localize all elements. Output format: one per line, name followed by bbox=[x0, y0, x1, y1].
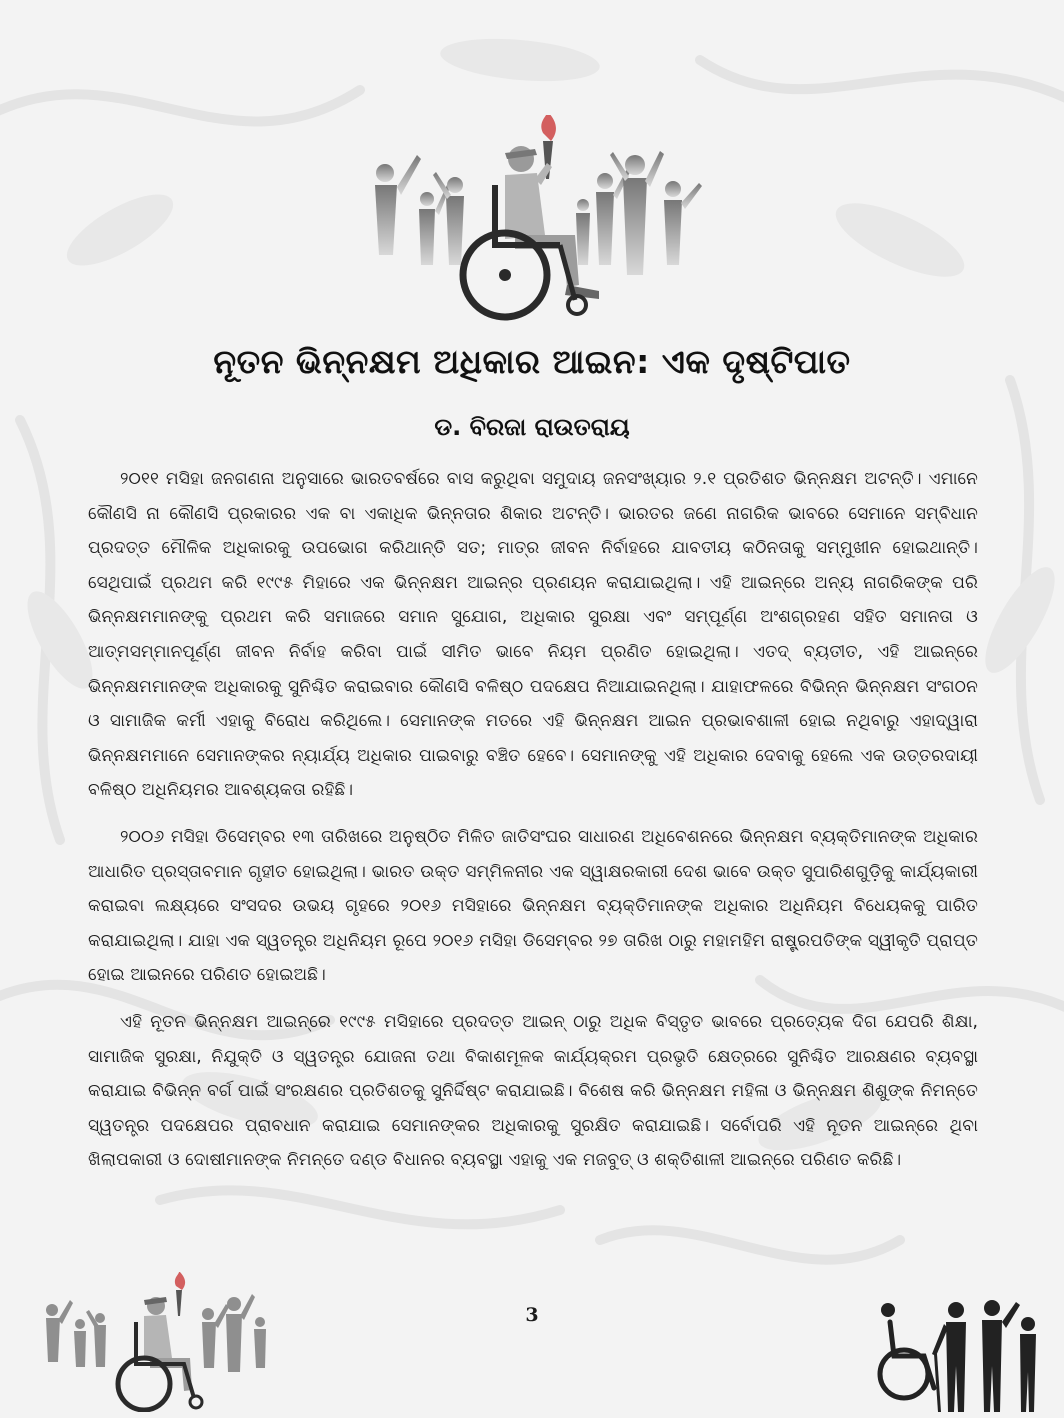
article-paragraph: ୨୦୧୧ ମସିହା ଜନଗଣନା ଅନୁସାରେ ଭାରତବର୍ଷରେ ବାସ କରୁଥିବା ସମୁଦାୟ ଜନସଂଖ୍ୟାର ୨.୧ ପ୍ରତିଶତ ଭିନ୍ନକ୍ଷମ ଅଟନ୍ତି। ଏମାନେ କୌଣସି ନା କୌଣସି ପ୍ରକାରର ଏକ ବା ଏକାଧିକ ଭିନ୍ନତାର ଶିକାର ଅଟନ୍ତି। ଭାରତର ଜଣେ ନାଗରିକ ଭାବରେ ସେମାନେ ସମ୍ବିଧାନ ପ୍ରଦତ୍ତ ମୌଳିକ ଅଧିକାରକୁ ଉପଭୋଗ କରିଥାନ୍ତି ସତ; ମାତ୍ର ଜୀବନ ନିର୍ବାହରେ ଯାବତୀୟ କଠିନତାକୁ ସମ୍ମୁଖୀନ ହୋଇଥାନ୍ତି। ସେଥିପାଇଁ ପ୍ରଥମ କରି ୧୯୯୫ ମିହାରେ ଏକ ଭିନ୍ନକ୍ଷମ ଆଇନ୍‌ର ପ୍ରଣୟନ କରାଯାଇଥିଲା। ଏହି ଆଇନ୍‌ରେ ଅନ୍ୟ ନାଗରିକଙ୍କ ପରି ଭିନ୍ନକ୍ଷମମାନଙ୍କୁ ପ୍ରଥମ କରି ସମାଜରେ ସମାନ ସୁଯୋଗ, ଅଧିକାର ସୁରକ୍ଷା ଏବଂ ସମ୍ପୂର୍ଣ୍ଣ ଅଂଶଗ୍ରହଣ ସହିତ ସମାନତା ଓ ଆତ୍ମସମ୍ମାନପୂର୍ଣ୍ଣ ଜୀବନ ନିର୍ବାହ କରିବା ପାଇଁ ସୀମିତ ଭାବେ ନିୟମ ପ୍ରଣିତ ହୋଇଥିଲା। ଏତଦ୍ ବ୍ୟତୀତ, ଏହି ଆଇନ୍‌ରେ ଭିନ୍ନକ୍ଷମମାନଙ୍କ ଅଧିକାରକୁ ସୁନିଶ୍ଚିତ କରାଇବାର କୌଣସି ବଳିଷ୍ଠ ପଦକ୍ଷେପ ନିଆଯାଇନଥିଲା। ଯାହାଫଳରେ ବିଭିନ୍ନ ଭିନ୍ନକ୍ଷମ ସଂଗଠନ ଓ ସାମାଜିକ କର୍ମୀ ଏହାକୁ ବିରୋଧ କରିଥିଲେ। ସେମାନଙ୍କ ମତରେ ଏହି ଭିନ୍ନକ୍ଷମ ଆଇନ ପ୍ରଭାବଶାଳୀ ହୋଇ ନଥିବାରୁ ଏହାଦ୍ୱାରା ଭିନ୍ନକ୍ଷମମାନେ ସେମାନଙ୍କର ନ୍ୟାର୍ଯ୍ୟ ଅଧିକାର ପାଇବାରୁ ବଞ୍ଚିତ ହେବେ। ସେମାନଙ୍କୁ ଏହି ଅଧିକାର ଦେବାକୁ ହେଲେ ଏକ ଉତ୍ତରଦାୟୀ ବଳିଷ୍ଠ ଅଧିନିୟମର ଆବଶ୍ୟକତା ରହିଛି। bbox=[88, 469, 978, 801]
article-paragraph: ୨୦୦୬ ମସିହା ଡିସେମ୍ବର ୧୩ ତାରିଖରେ ଅନୁଷ୍ଠିତ ମିଳିତ ଜାତିସଂଘର ସାଧାରଣ ଅଧିବେଶନରେ ଭିନ୍ନକ୍ଷମ ବ୍ୟକ୍ତିମାନଙ୍କ ଅଧିକାର ଆଧାରିତ ପ୍ରସ୍ତାବମାନ ଗୃହୀତ ହୋଇଥିଲା। ଭାରତ ଉକ୍ତ ସମ୍ମିଳନୀର ଏକ ସ୍ୱାକ୍ଷରକାରୀ ଦେଶ ଭାବେ ଉକ୍ତ ସୁପାରିଶଗୁଡ଼ିକୁ କାର୍ଯ୍ୟକାରୀ କରାଇବା ଲକ୍ଷ୍ୟରେ ସଂସଦର ଉଭୟ ଗୃହରେ ୨୦୧୬ ମସିହାରେ ଭିନ୍ନକ୍ଷମ ବ୍ୟକ୍ତିମାନଙ୍କ ଅଧିକାର ଅଧିନିୟମ ବିଧେୟକକୁ ପାରିତ କରାଯାଇଥିଲା। ଯାହା ଏକ ସ୍ୱତନ୍ତ୍ର ଅଧିନିୟମ ରୂପେ ୨୦୧୬ ମସିହା ଡିସେମ୍ବର ୨୭ ତାରିଖ ଠାରୁ ମହାମହିମ ରାଷ୍ଟ୍ରପତିଙ୍କ ସ୍ୱୀକୃତି ପ୍ରାପ୍ତ ହୋଇ ଆଇନରେ ପରିଣତ ହୋଇଅଛି। bbox=[88, 826, 978, 986]
article-author: ଡ. ବିରଜା ରାଉତରାୟ bbox=[434, 413, 630, 441]
article-body bbox=[88, 462, 978, 1190]
wheelchair-torchbearer-illustration bbox=[355, 115, 715, 330]
corner-wheelchair-illustration bbox=[38, 1272, 278, 1412]
page-number: 3 bbox=[525, 1304, 539, 1326]
disability-people-icon bbox=[868, 1296, 1048, 1412]
article-paragraph: ଏହି ନୂତନ ଭିନ୍ନକ୍ଷମ ଆଇନ୍‌ରେ ୧୯୯୫ ମସିହାରେ ପ୍ରଦତ୍ତ ଆଇନ୍ ଠାରୁ ଅଧିକ ବିସ୍ତୃତ ଭାବରେ ପ୍ରତ୍ୟେକ ଦିଗ ଯେପରି ଶିକ୍ଷା, ସାମାଜିକ ସୁରକ୍ଷା, ନିଯୁକ୍ତି ଓ ସ୍ୱତନ୍ତ୍ର ଯୋଜନା ତଥା ବିକାଶମୂଳକ କାର୍ଯ୍ୟକ୍ରମ ପ୍ରଭୃତି କ୍ଷେତ୍ରରେ ସୁନିଶ୍ଚିତ ଆରକ୍ଷଣର ବ୍ୟବସ୍ଥା କରାଯାଇ ବିଭିନ୍ନ ବର୍ଗ ପାଇଁ ସଂରକ୍ଷଣର ପ୍ରତିଶତକୁ ସୁନିର୍ଦ୍ଦିଷ୍ଟ କରାଯାଇଛି। ବିଶେଷ କରି ଭିନ୍ନକ୍ଷମ ମହିଳା ଓ ଭିନ୍ନକ୍ଷମ ଶିଶୁଙ୍କ ନିମନ୍ତେ ସ୍ୱତନ୍ତ୍ର ପଦକ୍ଷେପର ପ୍ରାବଧାନ କରାଯାଇ ସେମାନଙ୍କର ଅଧିକାରକୁ ସୁରକ୍ଷିତ କରାଯାଇଛି। ସର୍ବୋପରି ଏହି ନୂତନ ଆଇନ୍‌ରେ ଥିବା ଖିଲାପକାରୀ ଓ ଦୋଷୀମାନଙ୍କ ନିମନ୍ତେ ଦଣ୍ଡ ବିଧାନର ବ୍ୟବସ୍ଥା ଏହାକୁ ଏକ ମଜବୁତ୍ ଓ ଶକ୍ତିଶାଳୀ ଆଇନ୍‌ରେ ପରିଣତ କରିଛି। bbox=[88, 1011, 978, 1171]
article-title: ନୂତନ ଭିନ୍ନକ୍ଷମ ଅଧିକାର ଆଇନ: ଏକ ଦୃଷ୍ଟିପାତ bbox=[213, 342, 851, 381]
